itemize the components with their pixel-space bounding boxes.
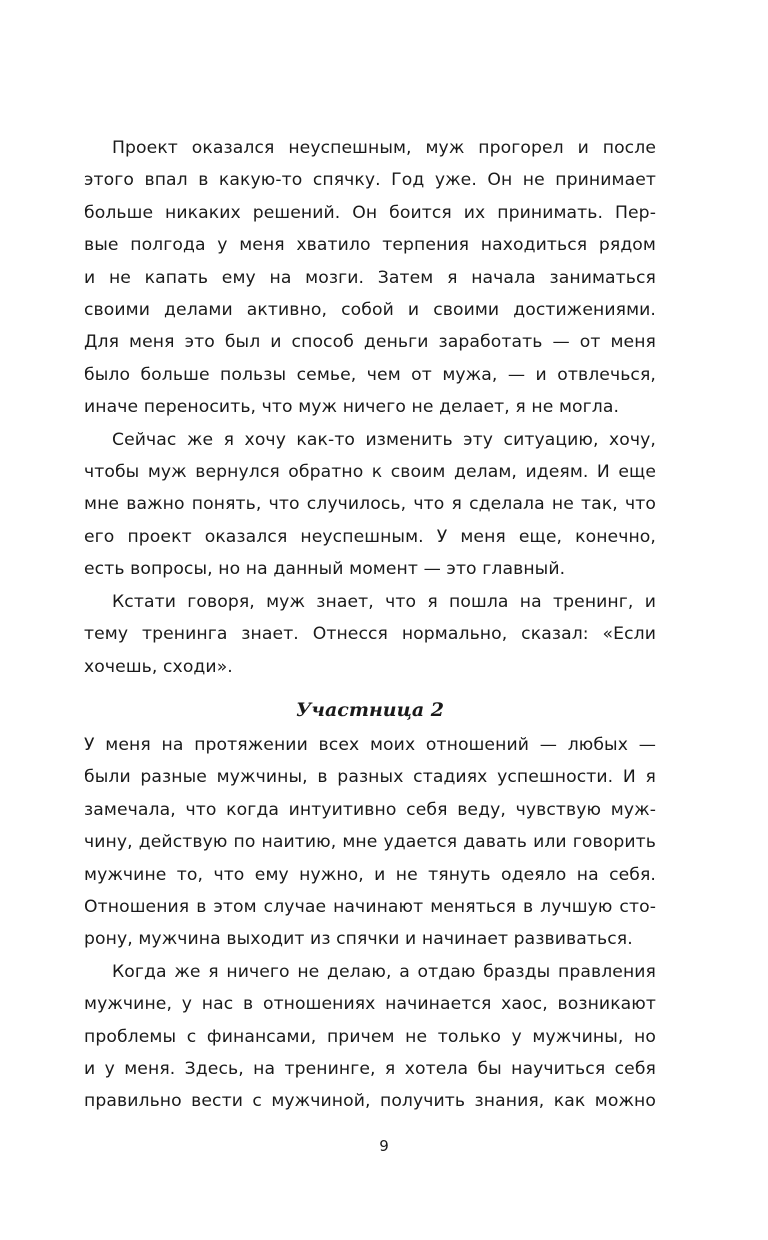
- page-number: 9: [379, 1137, 389, 1155]
- text-line: Проект оказался неуспешным, муж прогорел и после: [112, 138, 656, 158]
- text-line: было больше пользы семье, чем от мужа, — и отвлечься,: [84, 364, 656, 385]
- text-line: и у меня. Здесь, на тренинге, я хотела бы научиться себя: [84, 1058, 656, 1079]
- text-line: иначе переносить, что муж ничего не делает, я не могла.: [84, 397, 620, 418]
- page-body: [84, 132, 656, 1118]
- paragraph: [84, 586, 656, 683]
- section-heading: Участница 2: [295, 698, 445, 721]
- text-line: больше никаких решений. Он боится их принимать. Пер-: [84, 202, 656, 223]
- text-line: замечала, что когда интуитивно себя веду, чувствую муж-: [84, 799, 656, 820]
- text-line: Когда же я ничего не делаю, а отдаю бразды правления: [112, 961, 656, 982]
- paragraph: [84, 132, 656, 424]
- paragraph: [84, 729, 656, 956]
- text-line: проблемы с финансами, причем не только у мужчины, но: [84, 1026, 656, 1047]
- paragraph: [84, 956, 656, 1118]
- text-line: есть вопросы, но на данный момент — это главный.: [84, 559, 566, 580]
- text-line: своими делами активно, собой и своими достижениями.: [84, 300, 656, 321]
- text-line: Сейчас же я хочу как-то изменить эту ситуацию, хочу,: [112, 429, 656, 450]
- text-line: чтобы муж вернулся обратно к своим делам, идеям. И еще: [84, 462, 656, 483]
- text-line: этого впал в какую-то спячку. Год уже. Он не принимает: [84, 170, 656, 191]
- text-line: вые полгода у меня хватило терпения находиться рядом: [84, 235, 656, 256]
- text-line: тему тренинга знает. Отнесся нормально, сказал: «Если: [84, 624, 656, 645]
- text-line: Для меня это был и способ деньги заработать — от меня: [84, 332, 656, 353]
- text-line: рону, мужчина выходит из спячки и начинает развиваться.: [84, 929, 633, 950]
- text-line: были разные мужчины, в разных стадиях успешности. И я: [84, 767, 656, 788]
- text-line: Отношения в этом случае начинают меняться в лучшую сто-: [84, 896, 656, 917]
- text-line: его проект оказался неуспешным. У меня еще, конечно,: [84, 526, 656, 547]
- text-line: правильно вести с мужчиной, получить знания, как можно: [84, 1091, 656, 1112]
- paragraph: [84, 424, 656, 586]
- text-line: Кстати говоря, муж знает, что я пошла на тренинг, и: [112, 591, 656, 612]
- text-line: мужчине, у нас в отношениях начинается хаос, возникают: [84, 994, 656, 1015]
- text-line: чину, действую по наитию, мне удается давать или говорить: [84, 832, 656, 853]
- text-line: и не капать ему на мозги. Затем я начала заниматься: [84, 267, 656, 288]
- text-line: мне важно понять, что случилось, что я сделала не так, что: [84, 494, 656, 515]
- text-line: У меня на протяжении всех моих отношений — любых —: [84, 734, 656, 755]
- text-line: хочешь, сходи».: [84, 656, 233, 677]
- text-line: мужчине то, что ему нужно, и не тянуть одеяло на себя.: [84, 864, 656, 885]
